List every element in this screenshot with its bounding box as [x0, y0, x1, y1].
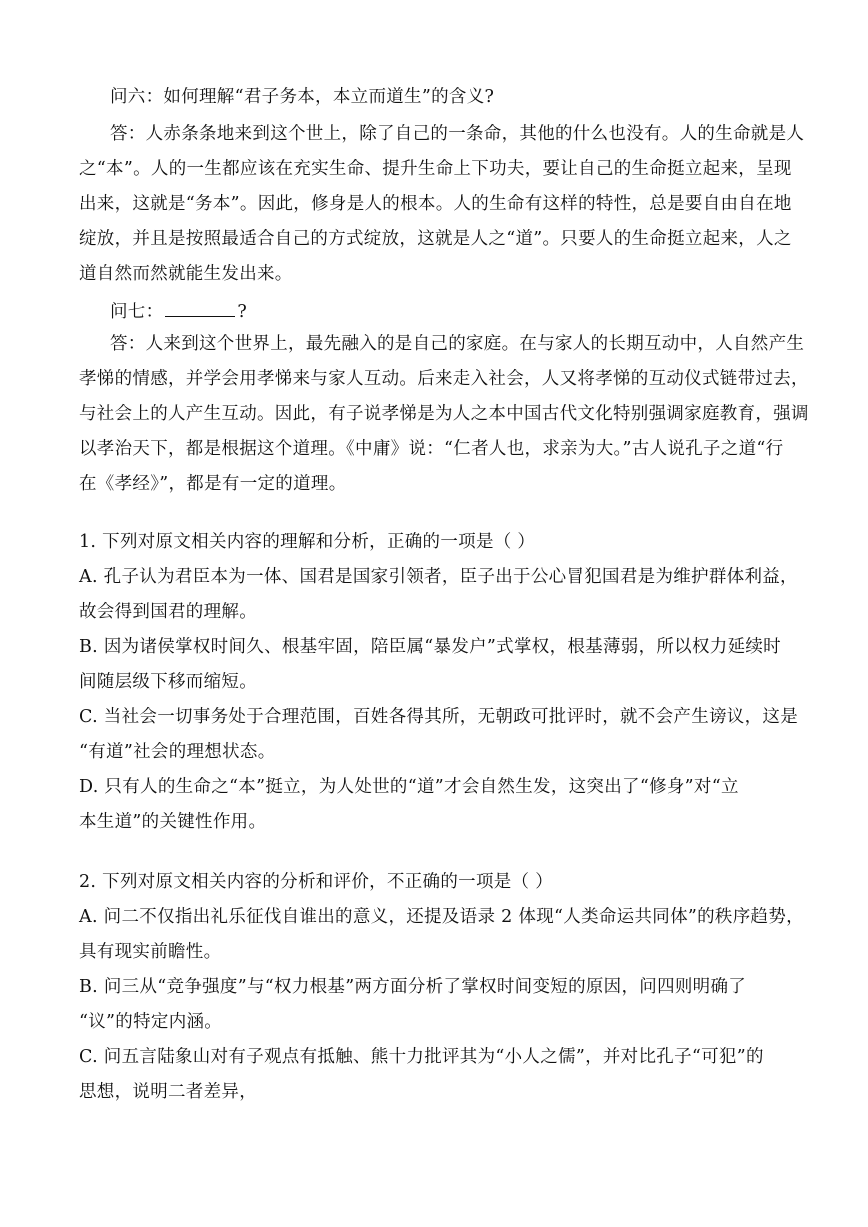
item2-option-line: 思想，说明二者差异， [79, 1082, 257, 1102]
q7-answer-line: 孝悌的情感，并学会用孝悌来与家人互动。后来走入社会，人又将孝悌的互动仪式链带过去， [79, 369, 809, 389]
item1-option-line: C. 当社会一切事务处于合理范围，百姓各得其所，无朝政可批评时，就不会产生谤议，这是 [79, 707, 798, 727]
q7-answer-line: 与社会上的人产生互动。因此，有子说孝悌是为人之本中国古代文化特别强调家庭教育，强调 [79, 404, 809, 424]
q6-answer-line: 答：人赤条条地来到这个世上，除了自己的一条命，其他的什么也没有。人的生命就是人 [110, 124, 805, 144]
q6-question: 问六：如何理解“君子务本，本立而道生”的含义? [110, 87, 495, 107]
q7-answer-line: 在《孝经》”，都是有一定的道理。 [79, 474, 347, 494]
item2-option-line: B. 问三从“竞争强度”与“权力根基”两方面分析了掌权时间变短的原因，问四则明确了 [79, 977, 747, 997]
item1-option-line: A. 孔子认为君臣本为一体、国君是国家引领者，臣子出于公心冒犯国君是为维护群体利益， [79, 567, 798, 587]
q7-question-suffix: ? [237, 302, 248, 322]
item1-stem: 1. 下列对原文相关内容的理解和分析，正确的一项是（ ） [79, 532, 536, 552]
item2-option-line: A. 问二不仅指出礼乐征伐自谁出的意义，还提及语录 2 体现“人类命运共同体”的秩序趋势， [79, 907, 804, 927]
item2-stem: 2. 下列对原文相关内容的分析和评价，不正确的一项是（ ） [79, 872, 554, 892]
item1-option-line: “有道”社会的理想状态。 [79, 742, 276, 762]
q6-answer-line: 之“本”。人的一生都应该在充实生命、提升生命上下功夫，要让自己的生命挺立起来，呈现 [79, 159, 792, 179]
item1-option-line: 故会得到国君的理解。 [79, 602, 257, 622]
q6-answer-line: 绽放，并且是按照最适合自己的方式绽放，这就是人之“道”。只要人的生命挺立起来，人之 [79, 229, 792, 249]
q7-answer-line: 以孝治天下，都是根据这个道理。《中庸》说：“仁者人也，求亲为大。”古人说孔子之道“行 [79, 439, 784, 459]
item2-option-line: 具有现实前瞻性。 [79, 942, 222, 962]
item1-option-line: B. 因为诸侯掌权时间久、根基牢固，陪臣属“暴发户”式掌权，根基薄弱，所以权力延续时 [79, 637, 781, 657]
q7-answer-line: 答：人来到这个世界上，最先融入的是自己的家庭。在与家人的长期互动中，人自然产生 [110, 334, 805, 354]
item2-option-line: C. 问五言陆象山对有子观点有抵触、熊十力批评其为“小人之儒”，并对比孔子“可犯”的 [79, 1047, 764, 1067]
q6-answer-line: 道自然而然就能生发出来。 [79, 264, 293, 284]
q7-question [110, 298, 247, 323]
item1-option-line: D. 只有人的生命之“本”挺立，为人处世的“道”才会自然生发，这突出了“修身”对“立 [79, 777, 739, 797]
q6-answer-line: 出来，这就是“务本”。因此，修身是人的根本。人的生命有这样的特性，总是要自由自在地 [79, 194, 792, 214]
item2-option-line: “议”的特定内涵。 [79, 1012, 223, 1032]
item1-option-line: 间随层级下移而缩短。 [79, 672, 257, 692]
item1-option-line: 本生道”的关键性作用。 [79, 812, 267, 832]
q7-question-prefix: 问七： [110, 302, 164, 322]
answer-blank[interactable] [165, 298, 235, 317]
